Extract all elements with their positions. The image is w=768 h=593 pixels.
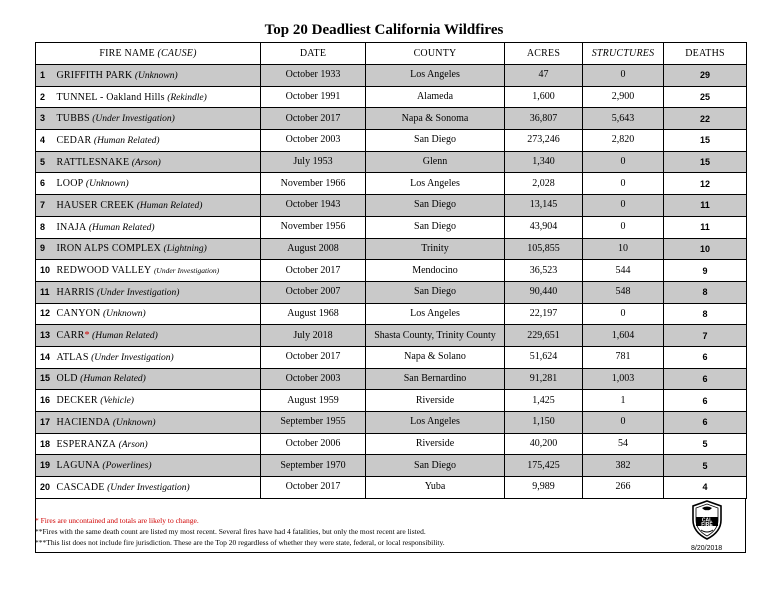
- table-row: [36, 216, 747, 238]
- cell-county: Riverside: [366, 433, 505, 455]
- fire-cause: (Arson): [131, 157, 161, 168]
- cell-deaths: 11: [664, 195, 747, 217]
- cell-acres: 36,807: [505, 108, 583, 130]
- cell-county: Glenn: [366, 151, 505, 173]
- cell-date: August 1968: [261, 303, 366, 325]
- cell-structures: 781: [583, 346, 664, 368]
- cell-acres: 90,440: [505, 281, 583, 303]
- cell-deaths: 4: [664, 477, 747, 499]
- cell-deaths: 10: [664, 238, 747, 260]
- fire-name: GRIFFITH PARK: [56, 69, 133, 81]
- table-row: [36, 65, 747, 87]
- rank-number: 17: [40, 416, 51, 427]
- cell-fire-name: [36, 303, 261, 325]
- rank-number: 16: [40, 395, 51, 406]
- table-row: [36, 325, 747, 347]
- rank-number: 1: [40, 69, 46, 80]
- cell-structures: 548: [583, 281, 664, 303]
- cell-county: Mendocino: [366, 260, 505, 282]
- cell-acres: 273,246: [505, 130, 583, 152]
- cell-fire-name: [36, 346, 261, 368]
- cal-fire-logo-icon: [690, 500, 724, 540]
- fire-cause: (Unknown): [85, 179, 129, 190]
- cell-date: November 1966: [261, 173, 366, 195]
- rank-number: 11: [40, 286, 50, 297]
- cell-date: October 1991: [261, 86, 366, 108]
- cell-acres: 36,523: [505, 260, 583, 282]
- cell-structures: 0: [583, 195, 664, 217]
- rank-number: 18: [40, 438, 51, 449]
- fire-cause: (Under Investigation): [92, 114, 175, 125]
- rank-number: 7: [40, 199, 46, 210]
- table-row: [36, 281, 747, 303]
- cell-fire-name: [36, 433, 261, 455]
- cell-deaths: 5: [664, 455, 747, 477]
- fire-name: LAGUNA: [56, 460, 100, 472]
- table-row: [36, 346, 747, 368]
- rank-number: 9: [40, 243, 46, 254]
- cell-date: July 2018: [261, 325, 366, 347]
- cell-fire-name: [36, 195, 261, 217]
- cell-date: July 1953: [261, 151, 366, 173]
- cell-date: October 2006: [261, 433, 366, 455]
- cell-date: October 1943: [261, 195, 366, 217]
- cell-fire-name: [36, 108, 261, 130]
- page-title: Top 20 Deadliest California Wildfires: [264, 22, 504, 38]
- cell-deaths: 12: [664, 173, 747, 195]
- header-deaths: DEATHS: [664, 43, 747, 65]
- fire-name: IRON ALPS COMPLEX: [56, 243, 162, 255]
- header-fire-name: FIRE NAME (CAUSE): [36, 43, 261, 65]
- cell-structures: 2,820: [583, 130, 664, 152]
- fire-cause: (Vehicle): [100, 396, 134, 407]
- rank-number: 8: [40, 221, 46, 232]
- footnote-3: ***This list does not include fire jurisdiction. These are the Top 20 regardless of whether they were state, federal, or local responsibility.: [35, 538, 445, 547]
- table-row: [36, 151, 747, 173]
- rank-number: 19: [40, 460, 51, 471]
- cell-fire-name: [36, 325, 261, 347]
- fire-name: CARR: [56, 330, 85, 342]
- cell-county: Alameda: [366, 86, 505, 108]
- cell-deaths: 7: [664, 325, 747, 347]
- cell-deaths: 5: [664, 433, 747, 455]
- cell-county: San Diego: [366, 195, 505, 217]
- cell-county: Napa & Solano: [366, 346, 505, 368]
- date-stamp: 8/20/2018: [691, 545, 723, 552]
- fire-name: OLD: [56, 373, 78, 385]
- fire-cause: (Human Related): [80, 374, 146, 385]
- cell-structures: 1: [583, 390, 664, 412]
- cell-date: September 1970: [261, 455, 366, 477]
- cell-structures: 0: [583, 216, 664, 238]
- cell-deaths: 6: [664, 346, 747, 368]
- fire-name: CEDAR: [56, 134, 92, 146]
- cell-deaths: 9: [664, 260, 747, 282]
- cell-structures: 544: [583, 260, 664, 282]
- fire-name: LOOP: [56, 178, 84, 190]
- table-row: [36, 455, 747, 477]
- cell-date: September 1955: [261, 412, 366, 434]
- cell-structures: 2,900: [583, 86, 664, 108]
- cell-fire-name: [36, 216, 261, 238]
- footnote-1: * Fires are uncontained and totals are likely to change.: [35, 516, 199, 525]
- cell-county: Napa & Sonoma: [366, 108, 505, 130]
- cell-acres: 175,425: [505, 455, 583, 477]
- cell-deaths: 25: [664, 86, 747, 108]
- fire-cause: (Under Investigation): [91, 352, 174, 363]
- table-row: [36, 477, 747, 499]
- cell-structures: 0: [583, 412, 664, 434]
- rank-number: 5: [40, 156, 46, 167]
- cell-fire-name: [36, 173, 261, 195]
- cell-structures: 5,643: [583, 108, 664, 130]
- cell-structures: 266: [583, 477, 664, 499]
- rank-number: 4: [40, 134, 46, 145]
- table-row: [36, 368, 747, 390]
- rank-number: 14: [40, 351, 51, 362]
- cell-date: October 2007: [261, 281, 366, 303]
- fire-name: ESPERANZA: [56, 438, 117, 450]
- fire-cause: (Human Related): [136, 200, 203, 211]
- cell-deaths: 6: [664, 368, 747, 390]
- cell-acres: 105,855: [505, 238, 583, 260]
- table-row: [36, 260, 747, 282]
- cell-deaths: 6: [664, 390, 747, 412]
- header-structures: STRUCTURES: [583, 43, 664, 65]
- cell-deaths: 15: [664, 130, 747, 152]
- rank-number: 20: [40, 481, 51, 492]
- table-header-row: [36, 43, 747, 65]
- fire-cause: (Unknown): [102, 309, 146, 320]
- cell-fire-name: [36, 390, 261, 412]
- cell-date: October 2017: [261, 260, 366, 282]
- fire-name: RATTLESNAKE: [56, 156, 130, 168]
- cell-fire-name: [36, 368, 261, 390]
- cell-fire-name: [36, 412, 261, 434]
- cell-fire-name: [36, 86, 261, 108]
- table-row: [36, 238, 747, 260]
- table-row: [36, 130, 747, 152]
- table-row: [36, 86, 747, 108]
- cell-structures: 0: [583, 173, 664, 195]
- cell-county: Los Angeles: [366, 65, 505, 87]
- cell-fire-name: [36, 65, 261, 87]
- cell-acres: 40,200: [505, 433, 583, 455]
- header-date: DATE: [261, 43, 366, 65]
- rank-number: 6: [40, 178, 46, 189]
- cell-date: October 2017: [261, 108, 366, 130]
- fire-name: ATLAS: [56, 351, 89, 363]
- cell-deaths: 15: [664, 151, 747, 173]
- cell-fire-name: [36, 281, 261, 303]
- cell-county: San Diego: [366, 130, 505, 152]
- rank-number: 10: [40, 265, 51, 276]
- cell-date: November 1956: [261, 216, 366, 238]
- fire-cause: (Unknown): [112, 417, 156, 428]
- cell-acres: 1,600: [505, 86, 583, 108]
- cell-structures: 54: [583, 433, 664, 455]
- cell-deaths: 11: [664, 216, 747, 238]
- cell-fire-name: [36, 238, 261, 260]
- cell-county: San Diego: [366, 281, 505, 303]
- cell-date: August 1959: [261, 390, 366, 412]
- table-row: [36, 195, 747, 217]
- cell-date: October 2003: [261, 130, 366, 152]
- footnotes: [35, 515, 685, 548]
- fire-name: TUBBS: [56, 113, 90, 125]
- cell-acres: 13,145: [505, 195, 583, 217]
- cell-county: Los Angeles: [366, 173, 505, 195]
- fire-name: CASCADE: [56, 481, 105, 493]
- fire-name: HAUSER CREEK: [56, 199, 135, 211]
- cell-structures: 1,604: [583, 325, 664, 347]
- cell-deaths: 22: [664, 108, 747, 130]
- fire-cause: (Rekindle): [167, 92, 207, 103]
- cell-acres: 1,340: [505, 151, 583, 173]
- cell-structures: 0: [583, 151, 664, 173]
- header-acres: ACRES: [505, 43, 583, 65]
- rank-number: 3: [40, 113, 46, 124]
- cell-acres: 22,197: [505, 303, 583, 325]
- wildfire-table: [35, 42, 747, 499]
- table-row: [36, 412, 747, 434]
- cell-acres: 1,150: [505, 412, 583, 434]
- cell-structures: 382: [583, 455, 664, 477]
- fire-cause: (Under Investigation): [107, 482, 190, 493]
- fire-name: REDWOOD VALLEY: [56, 265, 152, 277]
- cell-county: Los Angeles: [366, 412, 505, 434]
- svg-text:CAL: CAL: [701, 517, 713, 524]
- cell-county: Trinity: [366, 238, 505, 260]
- fire-name: HARRIS: [56, 286, 95, 298]
- cell-date: October 1933: [261, 65, 366, 87]
- table-row: [36, 433, 747, 455]
- cell-fire-name: [36, 151, 261, 173]
- cell-county: Los Angeles: [366, 303, 505, 325]
- table-row: [36, 108, 747, 130]
- cell-acres: 47: [505, 65, 583, 87]
- cell-fire-name: [36, 260, 261, 282]
- cell-date: October 2017: [261, 346, 366, 368]
- cell-acres: 2,028: [505, 173, 583, 195]
- fire-name: HACIENDA: [56, 416, 111, 428]
- cell-deaths: 8: [664, 303, 747, 325]
- table-row: [36, 303, 747, 325]
- cell-acres: 51,624: [505, 346, 583, 368]
- fire-name: TUNNEL - Oakland Hills: [56, 91, 165, 103]
- cell-structures: 1,003: [583, 368, 664, 390]
- cell-county: Shasta County, Trinity County: [366, 325, 505, 347]
- cell-county: San Diego: [366, 455, 505, 477]
- table-row: [36, 173, 747, 195]
- cell-acres: 229,651: [505, 325, 583, 347]
- fire-cause: (Human Related): [92, 331, 158, 342]
- cell-fire-name: [36, 477, 261, 499]
- fire-name: CANYON: [56, 308, 101, 320]
- cell-acres: 91,281: [505, 368, 583, 390]
- rank-number: 2: [40, 91, 46, 102]
- cell-structures: 0: [583, 65, 664, 87]
- fire-cause: (Powerlines): [102, 461, 152, 472]
- cell-date: October 2003: [261, 368, 366, 390]
- cell-structures: 0: [583, 303, 664, 325]
- cell-acres: 9,989: [505, 477, 583, 499]
- fire-cause: (Lightning): [163, 244, 207, 255]
- rank-number: 13: [40, 330, 51, 341]
- fire-cause: (Human Related): [88, 222, 155, 233]
- cell-county: San Bernardino: [366, 368, 505, 390]
- fire-name: DECKER: [56, 395, 98, 407]
- fire-cause: (Human Related): [93, 135, 160, 146]
- cell-date: August 2008: [261, 238, 366, 260]
- cell-county: San Diego: [366, 216, 505, 238]
- rank-number: 12: [40, 308, 51, 319]
- fire-name: INAJA: [56, 221, 87, 233]
- footnote-2: **Fires with the same death count are listed my most recent. Several fires have had 4 fatalities, but only the most recent are listed.: [35, 527, 426, 536]
- fire-cause: (Under Investigation): [153, 266, 220, 276]
- cell-acres: 1,425: [505, 390, 583, 412]
- cell-date: October 2017: [261, 477, 366, 499]
- rank-number: 15: [40, 373, 51, 384]
- fire-cause: (Under Investigation): [96, 287, 180, 298]
- fire-cause: (Unknown): [134, 70, 178, 81]
- cell-deaths: 29: [664, 65, 747, 87]
- cell-deaths: 6: [664, 412, 747, 434]
- fire-cause: (Arson): [118, 439, 148, 450]
- cell-county: Riverside: [366, 390, 505, 412]
- header-county: COUNTY: [366, 43, 505, 65]
- cell-fire-name: [36, 130, 261, 152]
- cell-fire-name: [36, 455, 261, 477]
- cell-county: Yuba: [366, 477, 505, 499]
- cell-deaths: 8: [664, 281, 747, 303]
- table-row: [36, 390, 747, 412]
- uncontained-marker: *: [84, 330, 90, 342]
- svg-text:FIRE: FIRE: [701, 521, 713, 528]
- cell-structures: 10: [583, 238, 664, 260]
- cell-acres: 43,904: [505, 216, 583, 238]
